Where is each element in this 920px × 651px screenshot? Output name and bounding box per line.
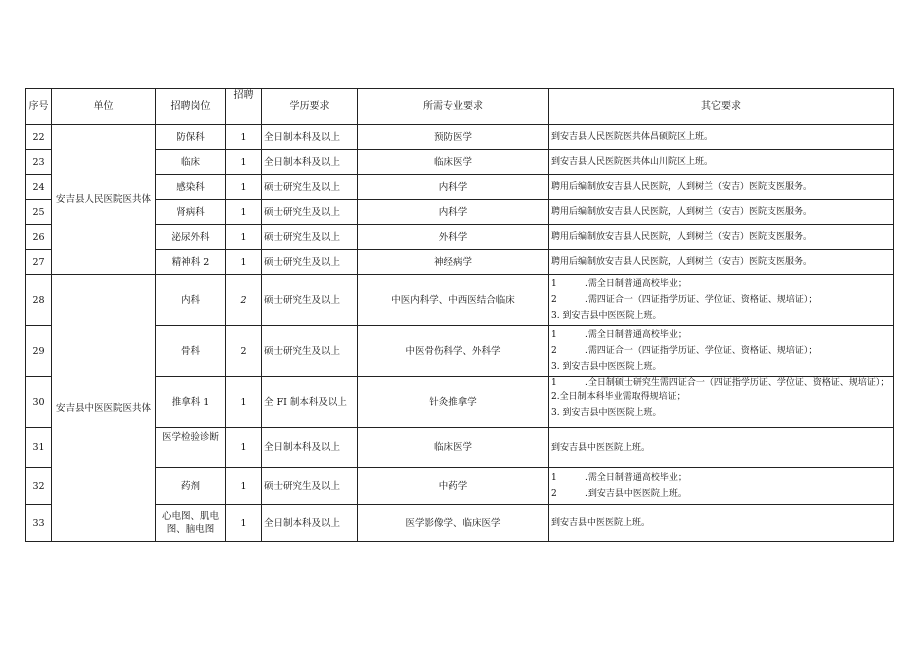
row-count: 1 <box>226 468 262 505</box>
other-line: 3. 到安吉县中医医院上班。 <box>551 408 662 418</box>
other-line: 3. 到安吉县中医医院上班。 <box>551 362 662 372</box>
row-major: 医学影像学、临床医学 <box>358 505 549 542</box>
other-line: 1 .需全日制普通高校毕业； <box>551 473 687 483</box>
row-no: 30 <box>26 377 52 428</box>
other-line: 到安吉县中医医院上班。 <box>551 518 651 528</box>
row-no: 26 <box>26 225 52 250</box>
row-no: 24 <box>26 175 52 200</box>
row-education: 硕士研究生及以上 <box>262 275 358 326</box>
other-line: 1 .需全日制普通高校毕业； <box>551 279 687 289</box>
row-major: 内科学 <box>358 175 549 200</box>
table-row <box>26 175 894 200</box>
row-major: 中医内科学、中西医结合临床 <box>358 275 549 326</box>
row-major: 外科学 <box>358 225 549 250</box>
row-other <box>549 377 894 428</box>
row-post: 感染科 <box>156 175 226 200</box>
other-line: 聘用后编制放安吉县人民医院，人到树兰（安吉）医院支医服务。 <box>551 257 813 267</box>
row-major: 中医骨伤科学、外科学 <box>358 326 549 377</box>
row-education: 硕士研究生及以上 <box>262 200 358 225</box>
row-other <box>549 125 894 150</box>
row-post: 医学检验诊断 <box>156 428 226 468</box>
row-no: 28 <box>26 275 52 326</box>
row-post: 临床 <box>156 150 226 175</box>
row-no: 22 <box>26 125 52 150</box>
table-row <box>26 125 894 150</box>
row-no: 27 <box>26 250 52 275</box>
other-line: 2 .到安吉县中医医院上班。 <box>551 489 687 499</box>
row-post: 骨科 <box>156 326 226 377</box>
row-post: 肾病科 <box>156 200 226 225</box>
row-count: 1 <box>226 428 262 468</box>
row-post: 药剂 <box>156 468 226 505</box>
row-other <box>549 428 894 468</box>
row-count: 1 <box>226 200 262 225</box>
row-count: 2 <box>226 326 262 377</box>
other-line: 2 .需四证合一（四证指学历证、学位证、资格证、规培证）； <box>551 295 818 305</box>
other-line: 3. 到安吉县中医医院上班。 <box>551 311 662 321</box>
other-line: 2.全日制本科毕业需取得规培证； <box>551 392 686 402</box>
row-major: 神经病学 <box>358 250 549 275</box>
table-row <box>26 468 894 505</box>
row-education: 全日制本科及以上 <box>262 150 358 175</box>
row-post: 泌尿外科 <box>156 225 226 250</box>
table-row <box>26 250 894 275</box>
row-education: 硕士研究生及以上 <box>262 250 358 275</box>
row-education: 硕士研究生及以上 <box>262 175 358 200</box>
other-line: 到安吉县人民医院医共体山川院区上班。 <box>551 157 714 167</box>
row-other <box>549 468 894 505</box>
other-line: 2 .需四证合一（四证指学历证、学位证、资格证、规培证）； <box>551 346 818 356</box>
other-line: 1 .全日制硕士研究生需四证合一（四证指学历证、学位证、资格证、规培证）； <box>551 378 890 388</box>
row-post: 防保科 <box>156 125 226 150</box>
row-post: 推拿科 1 <box>156 377 226 428</box>
row-post: 心电图、肌电图、脑电图 <box>156 505 226 542</box>
table-row <box>26 225 894 250</box>
table-row <box>26 200 894 225</box>
row-count: 1 <box>226 377 262 428</box>
row-education: 硕士研究生及以上 <box>262 225 358 250</box>
row-other <box>549 326 894 377</box>
row-education: 硕士研究生及以上 <box>262 326 358 377</box>
row-other <box>549 275 894 326</box>
other-line: 聘用后编制放安吉县人民医院，人到树兰（安吉）医院支医服务。 <box>551 182 813 192</box>
other-line: 到安吉县人民医院医共体昌硕院区上班。 <box>551 132 714 142</box>
header-post: 招聘岗位 <box>156 89 226 125</box>
unit-cell: 安吉县人民医院医共体 <box>52 125 156 275</box>
table-row <box>26 377 894 428</box>
table-row <box>26 428 894 468</box>
row-no: 25 <box>26 200 52 225</box>
recruitment-table <box>25 88 894 542</box>
header-count: 招聘 <box>226 89 262 125</box>
row-count: 1 <box>226 225 262 250</box>
row-major: 临床医学 <box>358 150 549 175</box>
row-major: 针灸推拿学 <box>358 377 549 428</box>
row-count: 1 <box>226 175 262 200</box>
row-post: 内科 <box>156 275 226 326</box>
row-other <box>549 150 894 175</box>
row-no: 33 <box>26 505 52 542</box>
row-count: 2 <box>226 275 262 326</box>
other-line: 到安吉县中医医院上班。 <box>551 442 651 453</box>
row-education: 全日制本科及以上 <box>262 428 358 468</box>
table-row <box>26 275 894 326</box>
row-education: 硕士研究生及以上 <box>262 468 358 505</box>
row-other <box>549 175 894 200</box>
row-other <box>549 250 894 275</box>
row-major: 中药学 <box>358 468 549 505</box>
row-count: 1 <box>226 125 262 150</box>
table-row <box>26 150 894 175</box>
row-other <box>549 225 894 250</box>
row-major: 临床医学 <box>358 428 549 468</box>
row-post: 精神科 2 <box>156 250 226 275</box>
row-no: 31 <box>26 428 52 468</box>
header-row <box>26 89 894 125</box>
row-count: 1 <box>226 505 262 542</box>
row-major: 内科学 <box>358 200 549 225</box>
header-major: 所需专业要求 <box>358 89 549 125</box>
row-education: 全日制本科及以上 <box>262 125 358 150</box>
header-unit: 单位 <box>52 89 156 125</box>
header-no: 序号 <box>26 89 52 125</box>
row-other <box>549 505 894 542</box>
row-count: 1 <box>226 150 262 175</box>
other-line: 1 .需全日制普通高校毕业； <box>551 330 687 340</box>
row-no: 32 <box>26 468 52 505</box>
other-line: 聘用后编制放安吉县人民医院，人到树兰（安吉）医院支医服务。 <box>551 207 813 217</box>
row-other <box>549 200 894 225</box>
row-major: 预防医学 <box>358 125 549 150</box>
table-row <box>26 326 894 377</box>
row-education: 全日制本科及以上 <box>262 505 358 542</box>
unit-cell: 安吉县中医医院医共体 <box>52 275 156 542</box>
row-no: 23 <box>26 150 52 175</box>
row-no: 29 <box>26 326 52 377</box>
other-line: 聘用后编制放安吉县人民医院，人到树兰（安吉）医院支医服务。 <box>551 232 813 242</box>
table-row <box>26 505 894 542</box>
row-education: 全 FI 制本科及以上 <box>262 377 358 428</box>
header-education: 学历要求 <box>262 89 358 125</box>
row-count: 1 <box>226 250 262 275</box>
header-other: 其它要求 <box>549 89 894 125</box>
